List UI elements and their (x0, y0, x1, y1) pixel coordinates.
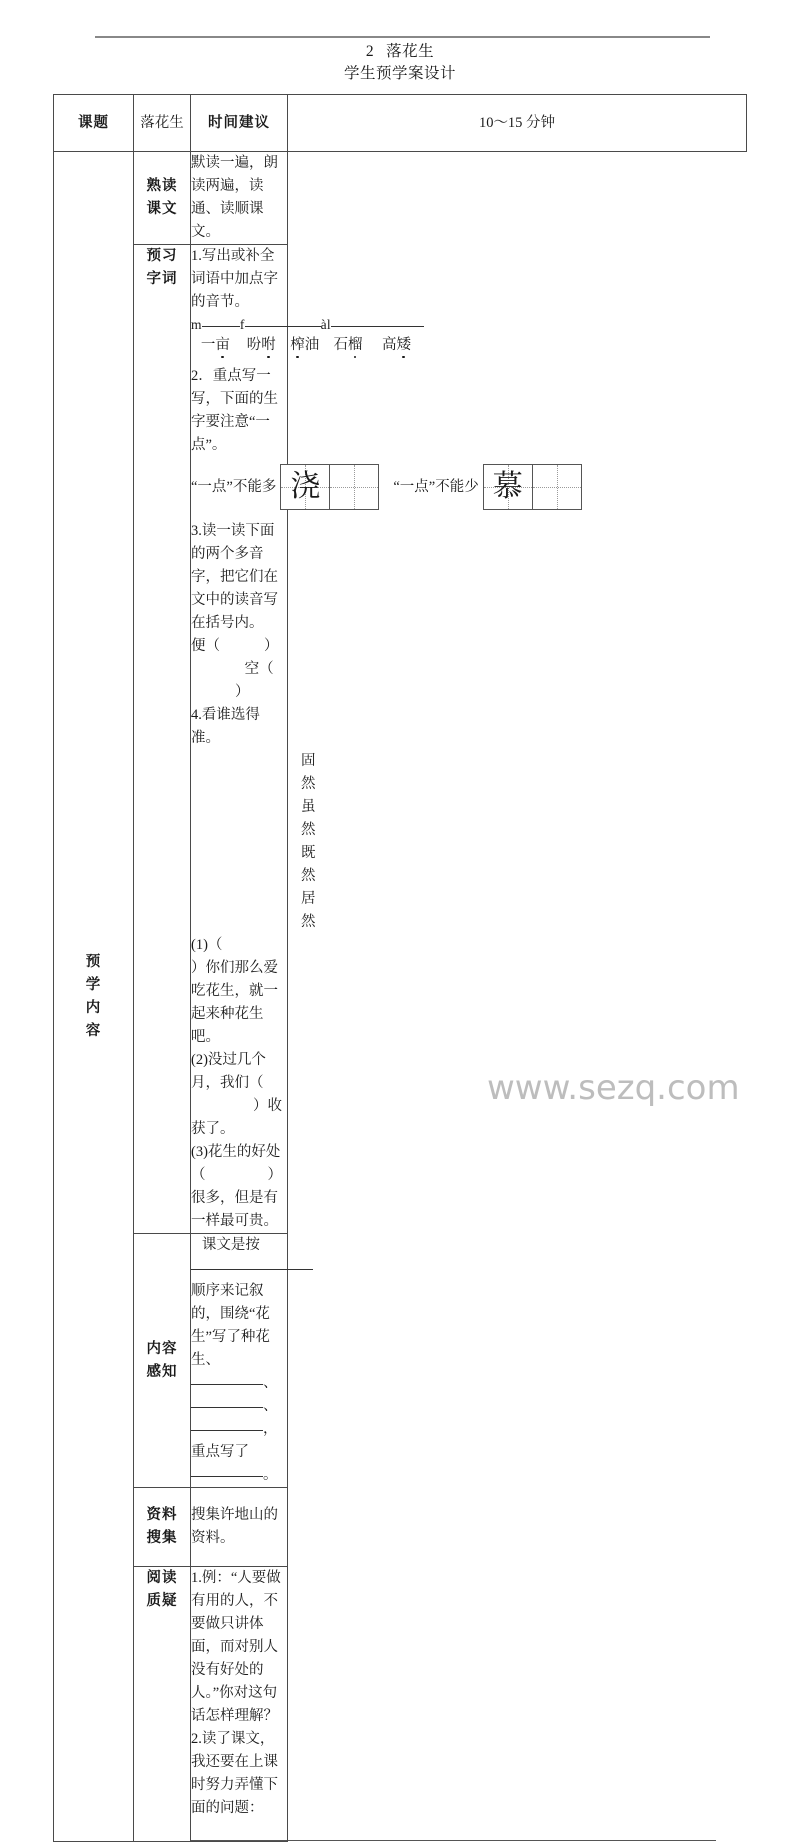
question-2-prompt: 2．重点写一写，下面的生字要注意“一点”。 (191, 368, 278, 453)
pinyin-prefix: f (239, 317, 245, 332)
character-practice-row (191, 464, 523, 510)
section-label-char: 容 (85, 1022, 102, 1039)
table-row-comprehension (54, 1234, 747, 1488)
pinyin-blank[interactable] (191, 316, 240, 333)
time-label: 时间建议 (191, 95, 288, 152)
table-row-info (54, 95, 747, 152)
inquiry-label-line1: 阅读 (146, 1570, 178, 1586)
section-label-char: 学 (85, 976, 102, 993)
inquiry-item-2: 2.读了课文，我还要在上课时努力弄懂下面的问题： (191, 1731, 278, 1816)
comprehension-blank-order[interactable] (191, 1269, 313, 1270)
pinyin-item (191, 316, 240, 356)
dotted-char: 榨 (290, 334, 305, 356)
comprehension-label-line2: 感知 (146, 1363, 178, 1380)
vocabulary-content (191, 245, 523, 1234)
read-aloud-label (134, 152, 191, 245)
pinyin-word: 吩咐 (247, 334, 276, 356)
option-suiran[interactable]: 虽然 (301, 799, 316, 838)
question-3-prompt: 3.读一读下面的两个多音字，把它们在文中的读音写在括号内。 (191, 523, 278, 631)
research-label (134, 1488, 191, 1567)
tianzige-box-left[interactable] (280, 464, 379, 510)
topic-value: 落花生 (134, 95, 191, 152)
tianzige-cell (281, 465, 330, 509)
header-divider (95, 36, 710, 38)
section-label-char: 预 (85, 953, 102, 970)
pinyin-blank[interactable] (283, 316, 327, 333)
time-value: 10～15 分钟 (288, 95, 747, 152)
research-content: 搜集许地山的资料。 (191, 1488, 288, 1567)
pinyin-item (240, 316, 283, 356)
inquiry-label (134, 1567, 191, 1842)
watermark: www.sezq.com (487, 1068, 740, 1108)
dotted-char: 亩 (215, 334, 230, 356)
read-aloud-content: 默读一遍，朗读两遍，读通、读顺课文。 (191, 152, 288, 245)
tianzige-cell (484, 465, 533, 509)
option-guran[interactable]: 固然 (301, 753, 316, 792)
option-juran[interactable]: 居然 (301, 891, 316, 930)
comprehension-blank-2[interactable] (191, 1407, 263, 1408)
inquiry-item-1: 1.例：“人要做有用的人，不要做只讲体面，而对别人没有好处的 (191, 1570, 281, 1678)
vocabulary-label-line2: 字词 (146, 271, 178, 287)
pinyin-item (369, 316, 424, 356)
topic-label: 课题 (54, 95, 134, 152)
dotted-char: 咐 (261, 334, 276, 356)
page-subtitle: 学生预学案设计 (343, 65, 456, 82)
question-1-prompt: 1.写出或补全词语中加点字的音节。 (191, 248, 278, 310)
practice-char-mu: 慕 (492, 469, 523, 504)
practice-char-jiao: 浇 (290, 469, 321, 504)
table-row-read-aloud (54, 152, 747, 245)
pinyin-blank[interactable] (369, 316, 424, 333)
option-jiran[interactable]: 既然 (301, 845, 316, 884)
tianzige-box-right[interactable] (483, 464, 582, 510)
lesson-number: 2 (365, 43, 375, 60)
section-label-char: 内 (85, 999, 102, 1016)
research-label-line1: 资料 (146, 1507, 178, 1523)
lesson-title: 落花生 (386, 43, 435, 60)
table-row-research (54, 1488, 747, 1567)
pinyin-item (327, 316, 369, 356)
pinyin-prefix: m (191, 317, 202, 332)
inquiry-label-line2: 质疑 (146, 1593, 178, 1609)
tianzige-cell-empty[interactable] (330, 465, 378, 509)
section-label-prelearning (54, 152, 134, 1842)
inquiry-item-1-cont: 人。”你对这句话怎样理解？ (191, 1685, 278, 1724)
page-title (0, 41, 800, 62)
question-3-answer-row: 便（ ） 空（） (191, 638, 279, 700)
tianzige-cell-empty[interactable] (533, 465, 581, 509)
comprehension-label-line1: 内容 (146, 1340, 178, 1357)
comprehension-blank-4[interactable] (191, 1476, 263, 1477)
vocabulary-label-line1: 预习 (146, 248, 178, 264)
pinyin-word: 一亩 (201, 334, 230, 356)
pinyin-item (283, 316, 327, 356)
question-4-sentence-2: (2)没过几个月，我们（）收获了。 (191, 1052, 282, 1137)
vocabulary-label (134, 245, 191, 1234)
pinyin-exercise-row (191, 316, 411, 356)
pinyin-prefix: l (326, 317, 331, 332)
read-aloud-label-line1: 熟读 (146, 178, 178, 194)
table-row-inquiry (54, 1567, 747, 1842)
inquiry-answer-line[interactable] (191, 1840, 716, 1841)
pinyin-suffix: à (320, 317, 327, 332)
pinyin-word: 石榴 (333, 334, 362, 356)
polyphone-char-1: 便（ (191, 638, 220, 654)
question-4-prompt: 4.看谁选得准。 (191, 707, 260, 746)
question-4-sentence-1: (1)（）你们那么爱吃花生，就一起来种花生吧。 (191, 937, 278, 1045)
dotted-char: 榴 (348, 334, 363, 356)
comprehension-blank-1[interactable] (191, 1384, 263, 1385)
dotted-char: 矮 (396, 334, 411, 356)
pinyin-word: 榨油 (290, 334, 319, 356)
question-4-sentence-3: (3)花生的好处（ ）很多，但是有一样最可贵。 (191, 1144, 282, 1229)
comprehension-content: 课文是按顺序来记叙的，围绕“花生”写了种花生、、、，重点写了。 (191, 1234, 288, 1488)
comprehension-blank-3[interactable] (191, 1430, 263, 1431)
comprehension-label (134, 1234, 191, 1488)
inquiry-content (191, 1567, 288, 1842)
extra-dot-label: “一点”不能多 (191, 478, 277, 495)
polyphone-char-2: 空（ (244, 661, 274, 677)
read-aloud-label-line2: 课文 (146, 201, 178, 217)
pinyin-blank[interactable] (240, 316, 283, 333)
pinyin-blank[interactable] (327, 316, 369, 333)
missing-dot-label: “一点”不能少 (393, 478, 479, 495)
prelearning-table (53, 94, 747, 1842)
research-label-line2: 搜集 (146, 1530, 178, 1546)
pinyin-word: 高矮 (382, 334, 411, 356)
